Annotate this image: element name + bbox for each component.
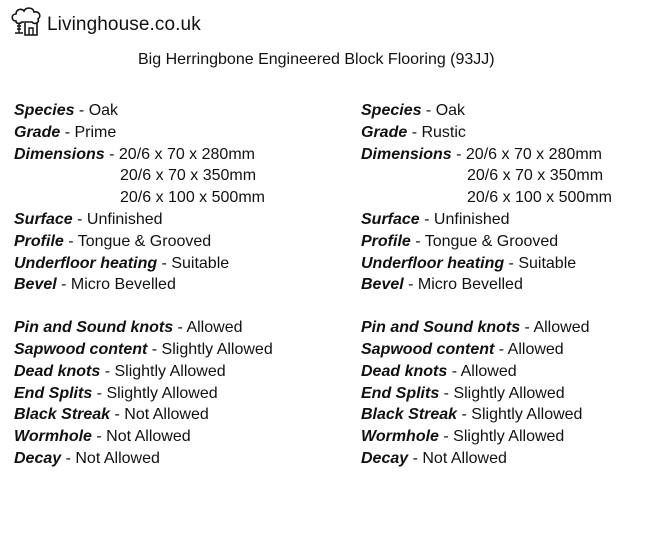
spec-separator: - xyxy=(157,254,172,272)
spec-row-dimensions xyxy=(14,165,273,187)
spec-value: Oak xyxy=(435,102,466,119)
spec-separator: - xyxy=(92,384,107,402)
spec-separator: - xyxy=(407,123,422,141)
spec-row-dimensions xyxy=(14,187,273,209)
spec-label: Surface xyxy=(14,210,73,228)
spec-row-underfloor-heating xyxy=(14,253,273,275)
spec-row-dimensions xyxy=(361,165,612,187)
spec-separator: - xyxy=(104,145,119,163)
spec-label: Bevel xyxy=(14,276,57,294)
spec-separator: - xyxy=(494,340,508,358)
spec-row-dimensions xyxy=(361,144,612,166)
spec-row-decay xyxy=(361,448,612,470)
spec-label: Bevel xyxy=(361,276,404,294)
spec-separator: - xyxy=(74,102,89,119)
spec-column-prime xyxy=(14,100,273,470)
spec-value: Prime xyxy=(74,123,117,141)
section-spacer xyxy=(14,296,273,317)
spec-separator: - xyxy=(408,449,423,467)
spec-value: 20/6 x 100 x 500mm xyxy=(120,189,265,207)
spec-row-profile xyxy=(361,231,612,253)
spec-row-pin-and-sound-knots xyxy=(14,317,273,339)
spec-separator: - xyxy=(457,406,472,424)
spec-separator: - xyxy=(110,406,125,424)
spec-row-black-streak xyxy=(361,404,612,426)
spec-label: Underfloor heating xyxy=(361,254,505,272)
spec-row-dimensions xyxy=(361,187,612,209)
spec-label: Dimensions xyxy=(361,145,452,163)
spec-value: Allowed xyxy=(507,340,564,358)
spec-label: Dead knots xyxy=(14,362,101,380)
spec-separator: - xyxy=(63,232,78,250)
spec-row-grade xyxy=(14,122,273,144)
spec-label: Wormhole xyxy=(361,428,439,446)
spec-row-end-splits xyxy=(14,383,273,405)
spec-separator: - xyxy=(504,254,519,272)
spec-separator: - xyxy=(91,428,107,446)
spec-label: Grade xyxy=(14,123,61,141)
spec-value: Not Allowed xyxy=(75,449,160,467)
tree-house-icon xyxy=(10,6,44,43)
spec-label: Dead knots xyxy=(361,362,448,380)
spec-row-dead-knots xyxy=(361,361,612,383)
spec-separator: - xyxy=(56,276,71,294)
spec-value: Slightly Allowed xyxy=(114,362,226,380)
spec-label: Profile xyxy=(361,232,411,250)
spec-value: Tongue & Grooved xyxy=(424,232,559,250)
spec-separator: - xyxy=(60,123,75,141)
spec-separator: - xyxy=(173,319,187,337)
spec-value: Rustic xyxy=(421,123,466,141)
spec-row-end-splits xyxy=(361,383,612,405)
spec-label: Grade xyxy=(361,123,408,141)
spec-value: 20/6 x 100 x 500mm xyxy=(467,189,612,207)
spec-row-decay xyxy=(14,448,273,470)
spec-label: Decay xyxy=(14,449,62,467)
spec-separator: - xyxy=(421,102,436,119)
spec-label: Black Streak xyxy=(14,406,111,424)
spec-label: End Splits xyxy=(361,384,440,402)
logo-text: Livinghouse.co.uk xyxy=(47,13,201,35)
spec-row-wormhole xyxy=(14,426,273,448)
spec-separator: - xyxy=(451,145,466,163)
spec-value: Slightly Allowed xyxy=(161,340,273,358)
spec-value: 20/6 x 70 x 350mm xyxy=(120,167,257,185)
spec-label: Profile xyxy=(14,232,64,250)
spec-separator: - xyxy=(439,384,454,402)
spec-separator: - xyxy=(438,428,454,446)
spec-value: Allowed xyxy=(186,319,243,337)
spec-row-surface xyxy=(361,209,612,231)
spec-value: Not Allowed xyxy=(106,428,191,446)
spec-label: Underfloor heating xyxy=(14,254,158,272)
spec-value: Allowed xyxy=(533,319,590,337)
spec-label: Dimensions xyxy=(14,145,105,163)
spec-value: Allowed xyxy=(460,362,517,380)
spec-value: Tongue & Grooved xyxy=(77,232,212,250)
spec-row-dimensions xyxy=(14,144,273,166)
spec-row-species xyxy=(361,100,612,122)
spec-value: Slightly Allowed xyxy=(471,406,583,424)
spec-value: Slightly Allowed xyxy=(453,384,565,402)
spec-value: Not Allowed xyxy=(422,449,507,467)
spec-label: Decay xyxy=(361,449,409,467)
section-spacer xyxy=(361,296,612,317)
spec-row-wormhole xyxy=(361,426,612,448)
spec-label: Black Streak xyxy=(361,406,458,424)
spec-value: Not Allowed xyxy=(124,406,209,424)
spec-row-grade xyxy=(361,122,612,144)
spec-separator: - xyxy=(61,449,76,467)
spec-row-sapwood-content xyxy=(361,339,612,361)
spec-row-profile xyxy=(14,231,273,253)
spec-label: Species xyxy=(361,102,422,119)
spec-label: Species xyxy=(14,102,75,119)
spec-value: Suitable xyxy=(518,254,577,272)
spec-separator: - xyxy=(520,319,534,337)
spec-separator: - xyxy=(100,362,115,380)
spec-label: Wormhole xyxy=(14,428,92,446)
page-title: Big Herringbone Engineered Block Flooring (93JJ) xyxy=(138,51,495,68)
spec-value: Unfinished xyxy=(433,210,510,228)
spec-separator: - xyxy=(72,210,87,228)
spec-row-black-streak xyxy=(14,404,273,426)
spec-separator: - xyxy=(403,276,418,294)
spec-row-bevel xyxy=(361,274,612,296)
spec-value: Suitable xyxy=(171,254,230,272)
spec-label: Sapwood content xyxy=(361,340,495,358)
spec-label: Pin and Sound knots xyxy=(361,319,521,337)
spec-column-rustic xyxy=(361,100,612,470)
spec-value: 20/6 x 70 x 350mm xyxy=(467,167,604,185)
spec-row-pin-and-sound-knots xyxy=(361,317,612,339)
spec-value: Oak xyxy=(88,102,119,119)
spec-value: Micro Bevelled xyxy=(70,276,176,294)
spec-row-species xyxy=(14,100,273,122)
spec-separator: - xyxy=(410,232,425,250)
site-logo[interactable] xyxy=(10,6,201,43)
spec-row-surface xyxy=(14,209,273,231)
spec-separator: - xyxy=(419,210,434,228)
spec-label: Pin and Sound knots xyxy=(14,319,174,337)
spec-separator: - xyxy=(447,362,461,380)
spec-value: 20/6 x 70 x 280mm xyxy=(118,145,255,163)
spec-value: 20/6 x 70 x 280mm xyxy=(465,145,602,163)
spec-row-underfloor-heating xyxy=(361,253,612,275)
spec-row-dead-knots xyxy=(14,361,273,383)
spec-value: Slightly Allowed xyxy=(106,384,218,402)
spec-value: Micro Bevelled xyxy=(417,276,523,294)
spec-value: Unfinished xyxy=(86,210,163,228)
spec-label: End Splits xyxy=(14,384,93,402)
spec-separator: - xyxy=(147,340,162,358)
spec-label: Sapwood content xyxy=(14,340,148,358)
spec-row-sapwood-content xyxy=(14,339,273,361)
spec-value: Slightly Allowed xyxy=(453,428,565,446)
spec-label: Surface xyxy=(361,210,420,228)
spec-row-bevel xyxy=(14,274,273,296)
